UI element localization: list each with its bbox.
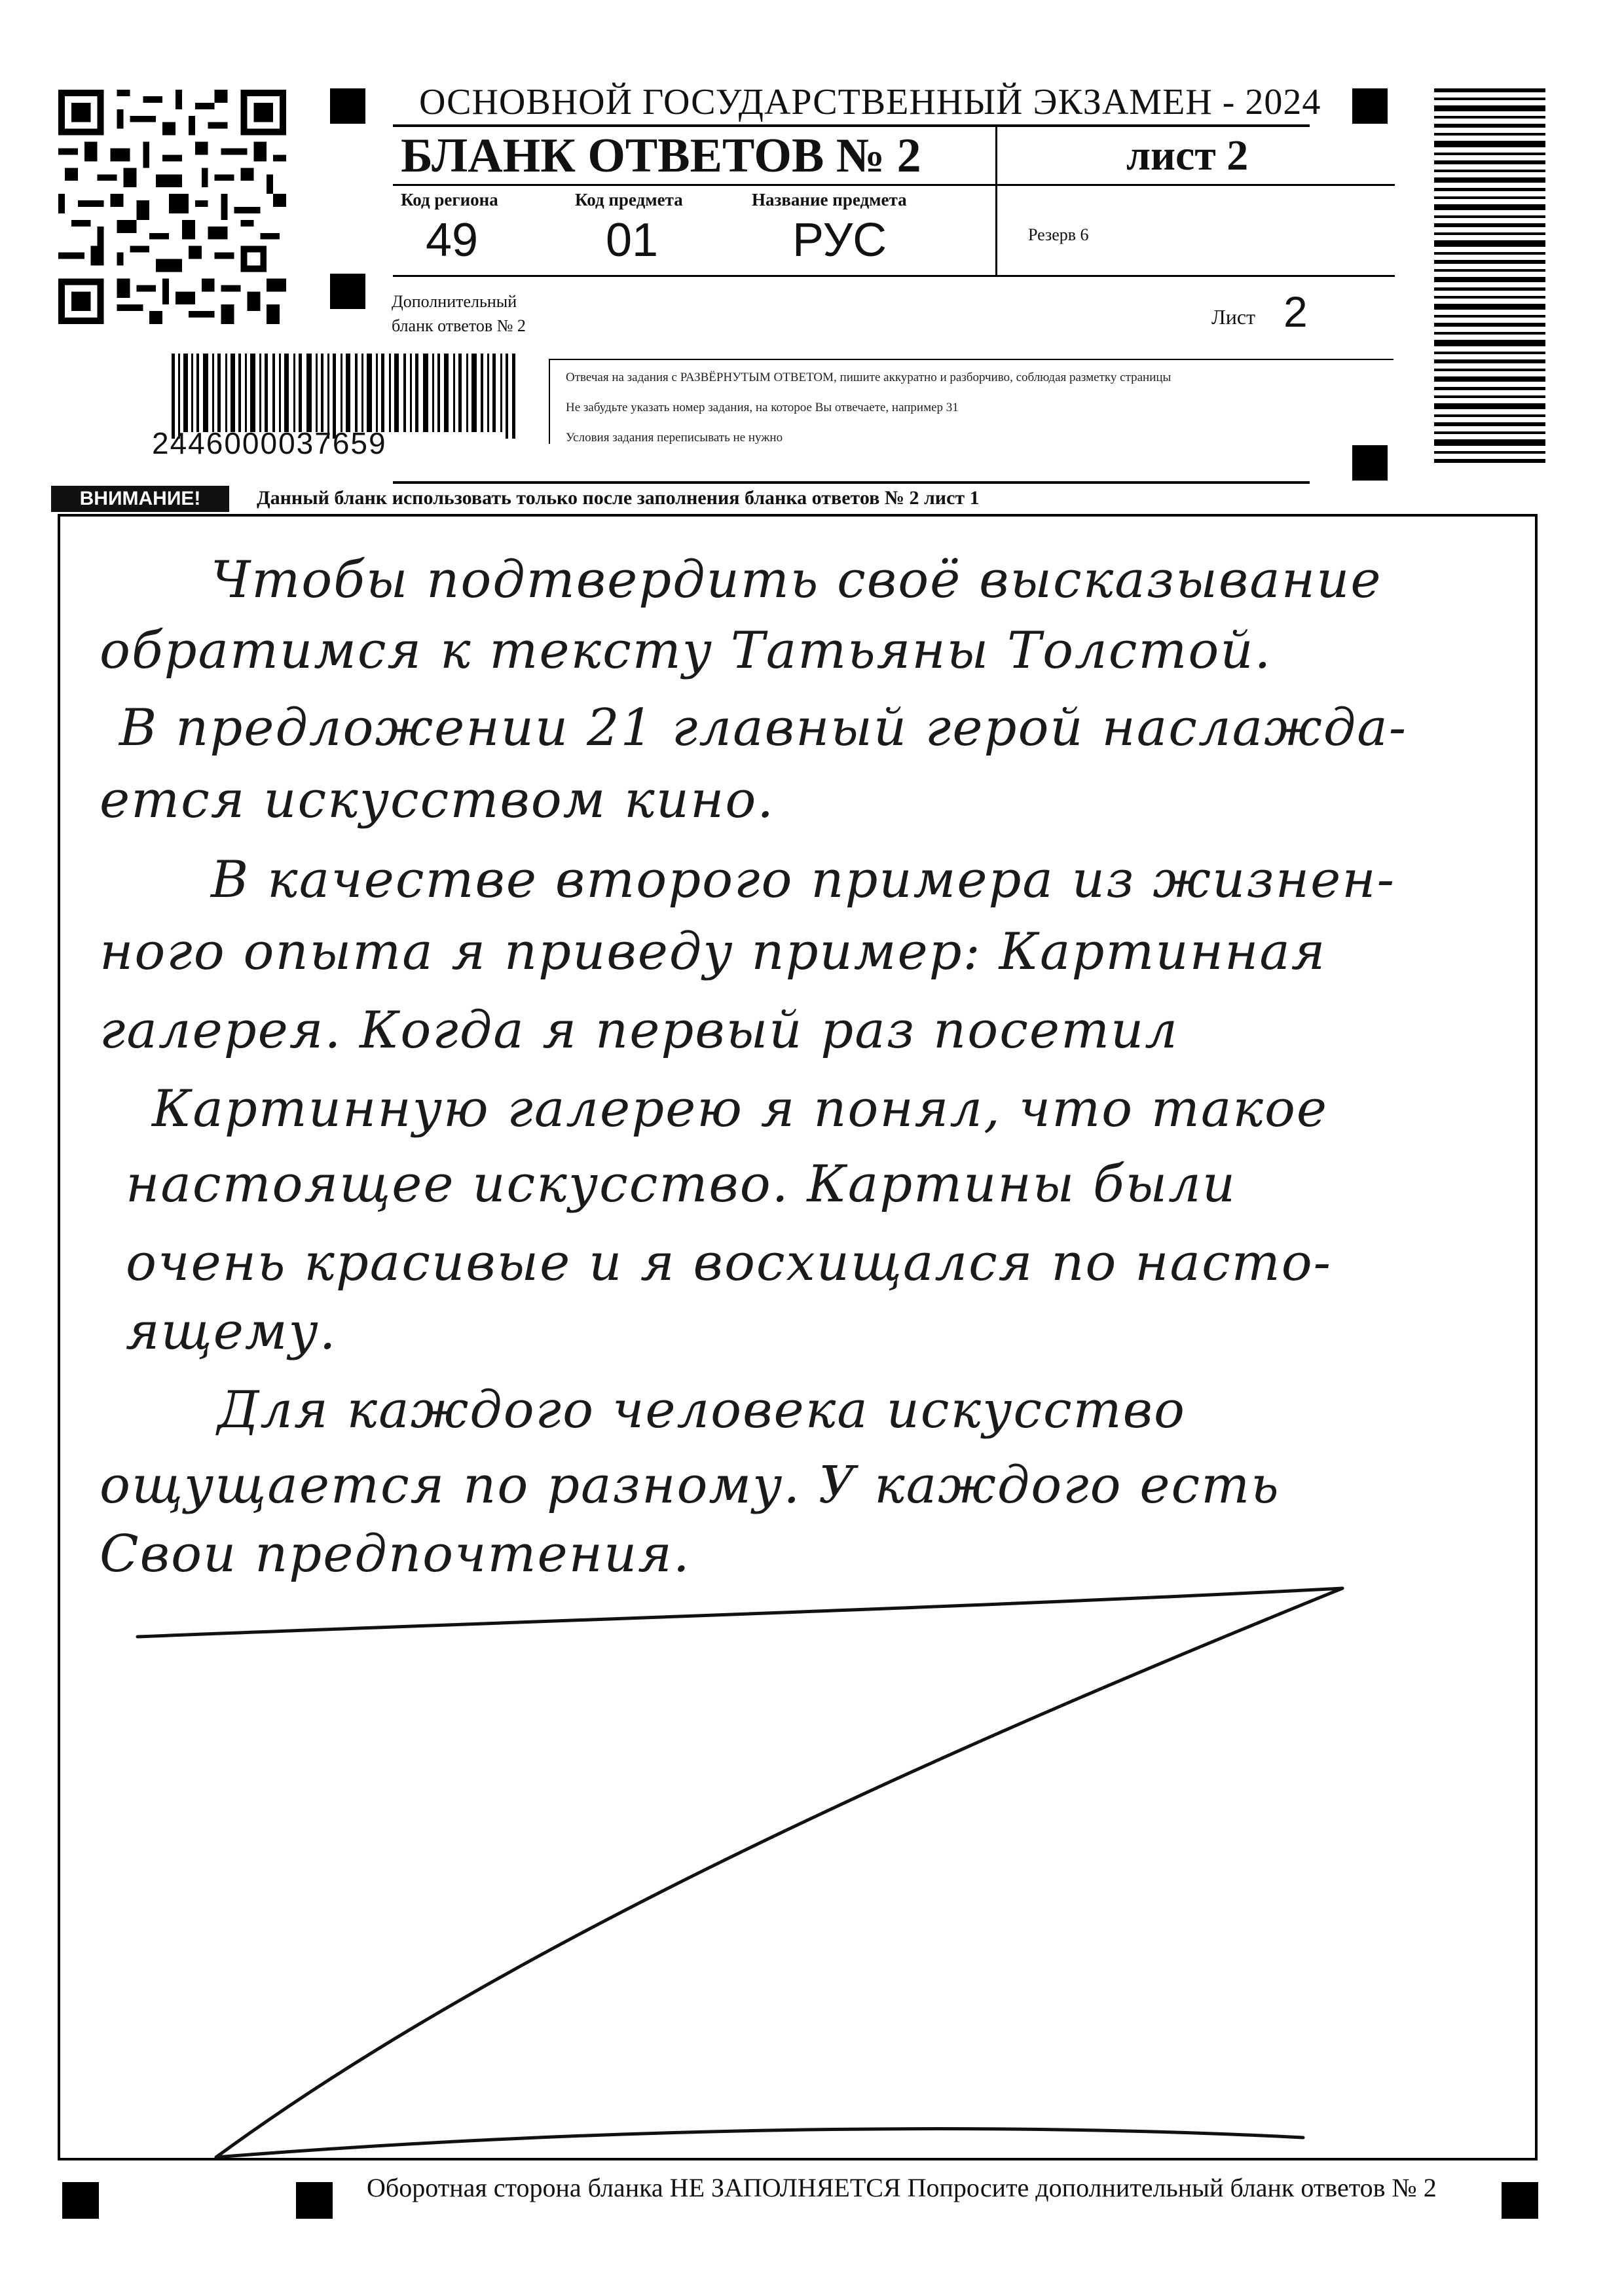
answer-line: ется искусством кино.: [100, 771, 775, 829]
reserve-label: Резерв 6: [1028, 225, 1089, 244]
form-title: БЛАНК ОТВЕТОВ № 2: [401, 129, 921, 183]
answer-line: настоящее искусство. Картины были: [126, 1155, 1237, 1214]
subject-name-label: Название предмета: [752, 190, 907, 210]
attention-badge: ВНИМАНИЕ!: [51, 486, 229, 512]
region-code-value: 49: [426, 214, 479, 266]
sheet-number-value: 2: [1283, 287, 1308, 336]
instruction-line-2: Не забудьте указать номер задания, на которое Вы отвечаете, например 31: [566, 401, 959, 414]
subject-name-value: РУС: [792, 214, 887, 266]
answer-line: Свои предпочтения.: [100, 1525, 691, 1584]
answer-line: ощущается по разному. У каждого есть: [100, 1456, 1280, 1515]
answer-line: Картинную галерею я понял, что такое: [152, 1080, 1329, 1139]
answer-line: В предложении 21 главный герой наслажда-: [119, 699, 1408, 757]
answer-line: ного опыта я приведу пример: Картинная: [100, 922, 1327, 981]
subject-code-label: Код предмета: [575, 190, 683, 210]
answer-line: галерея. Когда я первый раз посетил: [100, 1001, 1179, 1060]
form-sheet-label: лист 2: [1126, 132, 1249, 179]
region-code-label: Код региона: [401, 190, 498, 210]
answer-line: обратимся к тексту Татьяны Толстой.: [100, 621, 1272, 680]
exam-title: ОСНОВНОЙ ГОСУДАРСТВЕННЫЙ ЭКЗАМЕН - 2024: [419, 82, 1321, 122]
answer-line: В качестве второго примера из жизнен-: [211, 850, 1396, 909]
barcode-number: 2446000037659: [152, 426, 387, 460]
instruction-line-3: Условия задания переписывать не нужно: [566, 431, 783, 445]
attention-text: Данный бланк использовать только после заполнения бланка ответов № 2 лист 1: [257, 487, 980, 509]
additional-form-label-line1: Дополнительный: [392, 292, 517, 311]
footer-note: Оборотная сторона бланка НЕ ЗАПОЛНЯЕТСЯ Попросите дополнительный бланк ответов № 2: [367, 2173, 1437, 2202]
answer-line: ящему.: [126, 1302, 337, 1361]
sheet-number-label: Лист: [1211, 305, 1256, 329]
answer-line: Для каждого человека искусство: [217, 1381, 1187, 1440]
answer-line: очень красивые и я восхищался по насто-: [126, 1233, 1333, 1292]
subject-code-value: 01: [606, 214, 659, 266]
answer-line: Чтобы подтвердить своё высказывание: [211, 551, 1382, 610]
instruction-line-1: Отвечая на задания с РАЗВЁРНУТЫМ ОТВЕТОМ, пишите аккуратно и разборчиво, соблюдая разметку страницы: [566, 371, 1172, 384]
additional-form-label-line2: бланк ответов № 2: [392, 316, 526, 335]
